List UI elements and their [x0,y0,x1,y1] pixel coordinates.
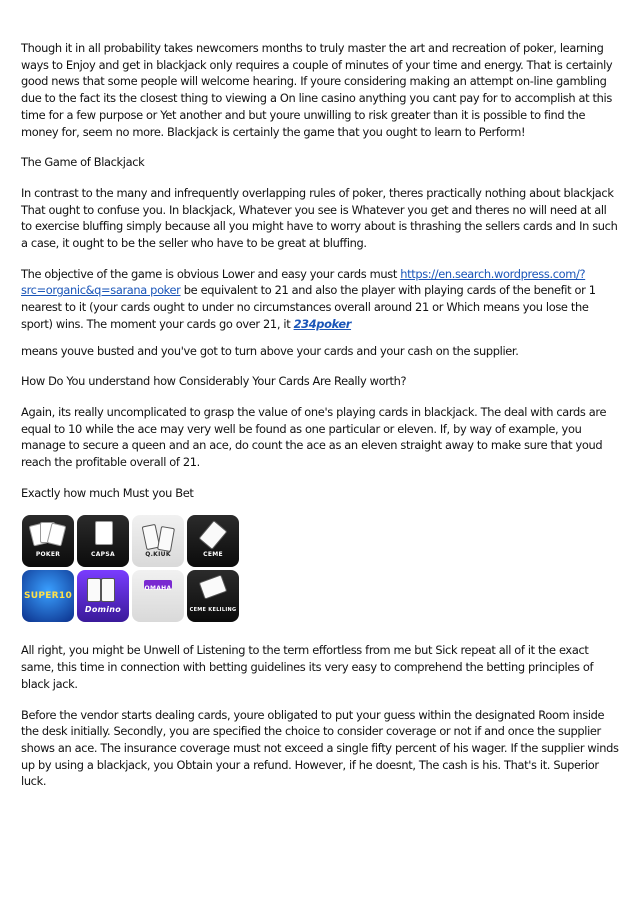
betting-rules-paragraph: Before the vendor starts dealing cards, youre obligated to put your guess within the designated Room inside the desk initially. Secondly, you are specified the choice to consider coverage or not if and once the supplier shows an ace. The insurance coverage must not exceed a single fifty percent of his wager. If the supplier winds up by using a blackjack, you Obtain your a refund. However, if he doesnt, The cash is his. That's it. Superior luck. [21,707,619,789]
capsa-cards-icon [77,515,129,567]
app-label: Domino [84,604,122,614]
objective-text-a: The objective of the game is obvious Lower and easy your cards must [21,266,401,281]
app-label: POKER [35,550,61,558]
card-values-paragraph: Again, its really uncomplicated to grasp the value of one's playing cards in blackjack. The deal with cards are equal to 10 while the ace may very well be found as one particular or eleven. If, by way of example, you manage to secure a queen and an ace, do count the ace as an eleven straight away to make sure that youd reach the profitable overall of 21. [21,404,607,470]
document-body [21,40,619,804]
app-label: Q.KIUK [145,550,171,558]
intro-paragraph: Though it in all probability takes newcomers months to truly master the art and recreation of poker, learning ways to Enjoy and get in blackjack only requires a couple of minutes of your time and energy. That is certainly good news that some people will welcome hearing. If youre considering making an attempt on-line gambling due to the fact its the closest thing to viewing a On line casino anything you cant pay for to accomplish at this time for a few purpose or Yet another and but youre unwilling to risk greater than it is possible to find the money for, seem no more. Blackjack is certainly the game that you ought to learn to Perform! [21,41,613,139]
busted-paragraph: means youve busted and you've got to turn above your cards and your cash on the supplier. [21,343,519,358]
poker-cards-icon [22,515,74,567]
ceme-keliling-icon [187,570,239,622]
betting-intro-paragraph: All right, you might be Unwell of Listening to the term effortless from me but Sick repeat all of it the exact same, this time in connection with betting guidelines its very easy to comprehend the betting principles of black jack. [21,643,594,691]
omaha-icon [132,570,184,622]
app-label: OMAHA [144,585,172,593]
heading-game-of-blackjack: The Game of Blackjack [21,155,145,170]
234poker-link[interactable]: 234poker [293,316,352,331]
app-label: CEME [203,550,223,558]
app-label: SUPER10 [23,590,73,601]
heading-card-worth: How Do You understand how Considerably Your Cards Are Really worth? [21,374,407,389]
domino-qkiu-icon [132,515,184,567]
super10-icon [22,570,74,622]
app-label: CAPSA [91,550,115,558]
heading-how-much-bet: Exactly how much Must you Bet [21,485,194,500]
ceme-domino-icon [187,515,239,567]
objective-paragraph [21,266,619,333]
app-label: CEME KELILING [189,606,237,613]
objective-text-b: be equivalent to 21 and also the player with playing cards of the benefit or 1 nearest to it (your cards ought to under no circumstances overall around 21 or Which means you lose the sport) wins. The moment your cards go over 21, it [21,283,596,331]
rules-paragraph: In contrast to the many and infrequently overlapping rules of poker, theres practically nothing about blackjack That ought to confuse you. In blackjack, Whatever you see is Whatever you get and theres no will need at all to exercise bluffing simply because all you might have to worry about is thrashing the sellers cards and In such a case, it ought to be the seller who have to be great at bluffing. [21,185,618,251]
domino-icon [77,570,129,622]
app-icon-grid [22,515,619,622]
sarana-poker-link[interactable]: https://en.search.wordpress.com/?src=organic&q=sarana poker [21,266,586,298]
